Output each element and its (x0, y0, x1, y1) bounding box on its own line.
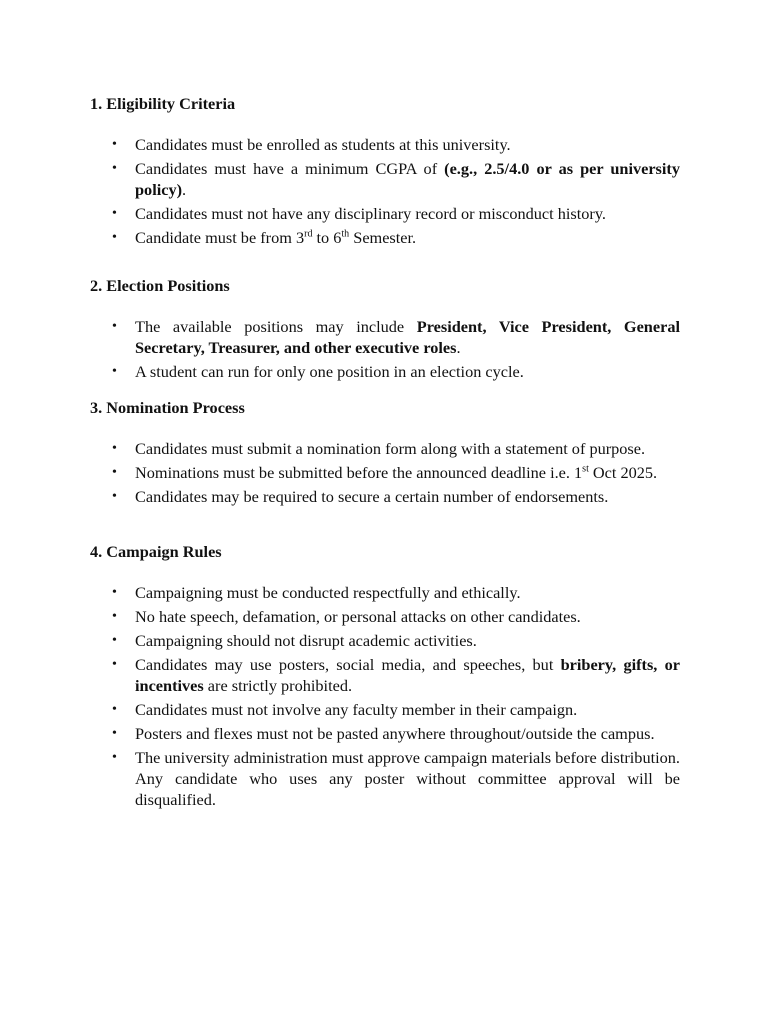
list-item (90, 462, 680, 483)
item-text: . (456, 338, 461, 357)
item-text: Campaigning should not disrupt academic activities. (135, 631, 477, 650)
item-text: Candidates must submit a nomination form along with a statement of purpose. (135, 439, 646, 458)
bullet-list (90, 582, 680, 810)
section-election-positions (90, 276, 680, 382)
bullet-icon: • (112, 489, 117, 504)
list-item (90, 227, 680, 248)
section-nomination-process (90, 398, 680, 507)
bold-text: (e.g., 2.5/4.0 or as per university policy) (135, 159, 680, 199)
superscript-text: th (341, 228, 350, 240)
list-item (90, 747, 680, 810)
item-text: A student can run for only one position in an election cycle. (135, 362, 524, 381)
bullet-icon: • (112, 319, 117, 334)
list-item (90, 723, 680, 744)
bullet-list (90, 134, 680, 248)
item-text: Nominations must be submitted before the announced deadline i.e. 1 (135, 463, 583, 482)
item-text: The available positions may include (135, 317, 417, 336)
item-text: Candidates must be enrolled as students at this university. (135, 135, 511, 154)
superscript-text: st (582, 463, 589, 475)
list-item (90, 438, 680, 459)
item-text: Candidates must not have any disciplinary record or misconduct history. (135, 204, 606, 223)
list-item (90, 486, 680, 507)
bullet-list (90, 438, 680, 507)
list-item (90, 203, 680, 224)
item-text: No hate speech, defamation, or personal attacks on other candidates. (135, 607, 581, 626)
list-item (90, 654, 680, 696)
bold-text: bribery, gifts, or incentives (135, 655, 680, 695)
bullet-icon: • (112, 161, 117, 176)
bullet-icon: • (112, 441, 117, 456)
bullet-icon: • (112, 633, 117, 648)
item-text: Candidates may use posters, social media, and speeches, but (135, 655, 561, 674)
item-text: to 6 (312, 228, 342, 247)
bullet-icon: • (112, 585, 117, 600)
item-text: The university administration must approve campaign materials before distribution. Any candidate who uses any poster without committee approval will be disqualified. (135, 748, 680, 809)
list-item (90, 606, 680, 627)
bullet-icon: • (112, 364, 117, 379)
bullet-icon: • (112, 750, 117, 765)
item-text: Candidate must be from 3 (135, 228, 305, 247)
item-text: Campaigning must be conducted respectfully and ethically. (135, 583, 521, 602)
item-text: Posters and flexes must not be pasted anywhere throughout/outside the campus. (135, 724, 655, 743)
item-text: . (182, 180, 187, 199)
list-item (90, 630, 680, 651)
list-item (90, 316, 680, 358)
section-heading: 1. Eligibility Criteria (90, 94, 236, 113)
section-eligibility-criteria (90, 94, 680, 248)
bullet-icon: • (112, 702, 117, 717)
item-text: Semester. (349, 228, 417, 247)
list-item (90, 582, 680, 603)
superscript-text: rd (304, 228, 313, 240)
bullet-icon: • (112, 657, 117, 672)
bullet-list (90, 316, 680, 382)
bullet-icon: • (112, 230, 117, 245)
bullet-icon: • (112, 609, 117, 624)
section-heading: 2. Election Positions (90, 276, 230, 295)
item-text: Candidates may be required to secure a certain number of endorsements. (135, 487, 609, 506)
bullet-icon: • (112, 465, 117, 480)
item-text: Candidates must have a minimum CGPA of (135, 159, 445, 178)
list-item (90, 361, 680, 382)
bullet-icon: • (112, 137, 117, 152)
item-text: Oct 2025. (588, 463, 658, 482)
section-campaign-rules (90, 542, 680, 810)
item-text: are strictly prohibited. (203, 676, 353, 695)
bullet-icon: • (112, 726, 117, 741)
section-heading: 3. Nomination Process (90, 398, 245, 417)
item-text: Candidates must not involve any faculty member in their campaign. (135, 700, 578, 719)
section-heading: 4. Campaign Rules (90, 542, 222, 561)
bullet-icon: • (112, 206, 117, 221)
list-item (90, 134, 680, 155)
bold-text: President, Vice President, General Secretary, Treasurer, and other executive roles (135, 317, 680, 357)
list-item (90, 699, 680, 720)
list-item (90, 158, 680, 200)
